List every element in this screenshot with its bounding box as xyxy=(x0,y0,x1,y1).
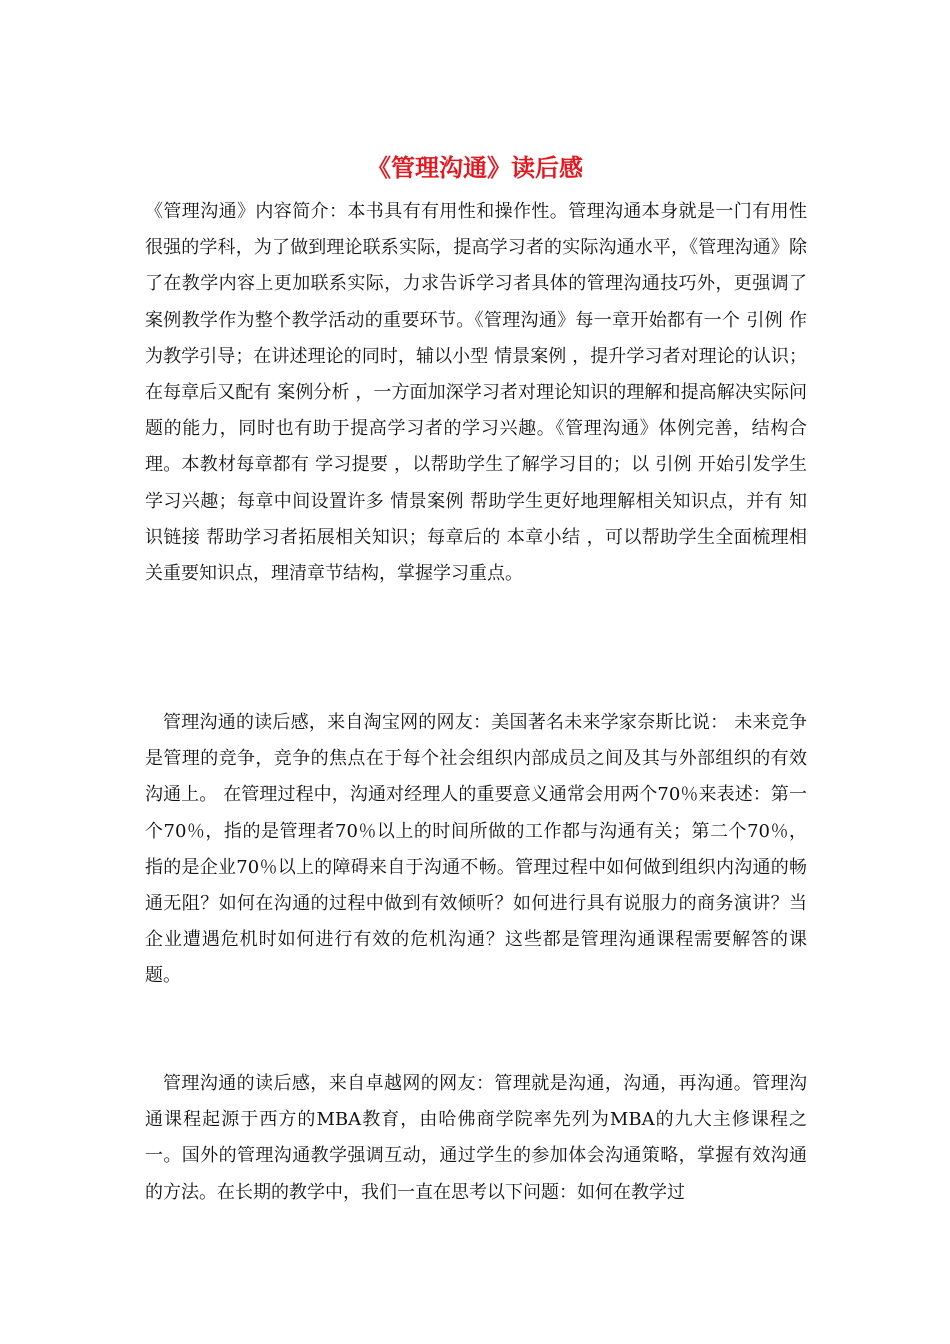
document-title: 《管理沟通》读后感 xyxy=(367,154,583,182)
paragraph-taobao-review: 管理沟通的读后感，来自淘宝网的网友：美国著名未来学家奈斯比说： 未来竞争是管理的竞争，竞争的焦点在于每个社会组织内部成员之间及其与外部组织的有效沟通上。 在管理过程中，沟通对经理人的重要意义通常会用两个70％来表述：第一个70％，指的是管理者70％以上的时间所做的工作都与沟通有关；第二个70％，指的是企业70％以上的障碍来自于沟通不畅。管理过程中如何做到组织内沟通的畅通无阻？如何在沟通的过程中做到有效倾听？如何进行具有说服力的商务演讲？当企业遭遇危机时如何进行有效的危机沟通？这些都是管理沟通课程需要解答的课题。 xyxy=(145,712,807,987)
paragraph-book-summary: 《管理沟通》内容简介：本书具有有用性和操作性。管理沟通本身就是一门有用性很强的学科，为了做到理论联系实际，提高学习者的实际沟通水平，《管理沟通》除了在教学内容上更加联系实际，力求告诉学习者具体的管理沟通技巧外，更强调了案例教学作为整个教学活动的重要环节。《管理沟通》每一章开始都有一个 引例 作为教学引导；在讲述理论的同时，辅以小型 情景案例 ，提升学习者对理论的认识；在每章后又配有 案例分析 ，一方面加深学习者对理论知识的理解和提高解决实际问题的能力，同时也有助于提高学习者的学习兴趣。《管理沟通》体例完善，结构合理。本教材每章都有 学习提要 ，以帮助学生了解学习目的；以 引例 开始引发学生学习兴趣；每章中间设置许多 情景案例 帮助学生更好地理解相关知识点，并有 知识链接 帮助学习者拓展相关知识；每章后的 本章小结 ，可以帮助学生全面梳理相关重要知识点，理清章节结构，掌握学习重点。 xyxy=(145,201,807,585)
paragraph-joyo-review: 管理沟通的读后感，来自卓越网的网友：管理就是沟通，沟通，再沟通。管理沟通课程起源于西方的MBA教育，由哈佛商学院率先列为MBA的九大主修课程之一。国外的管理沟通教学强调互动，通过学生的参加体会沟通策略，掌握有效沟通的方法。在长期的教学中，我们一直在思考以下问题：如何在教学过 xyxy=(145,1073,807,1203)
